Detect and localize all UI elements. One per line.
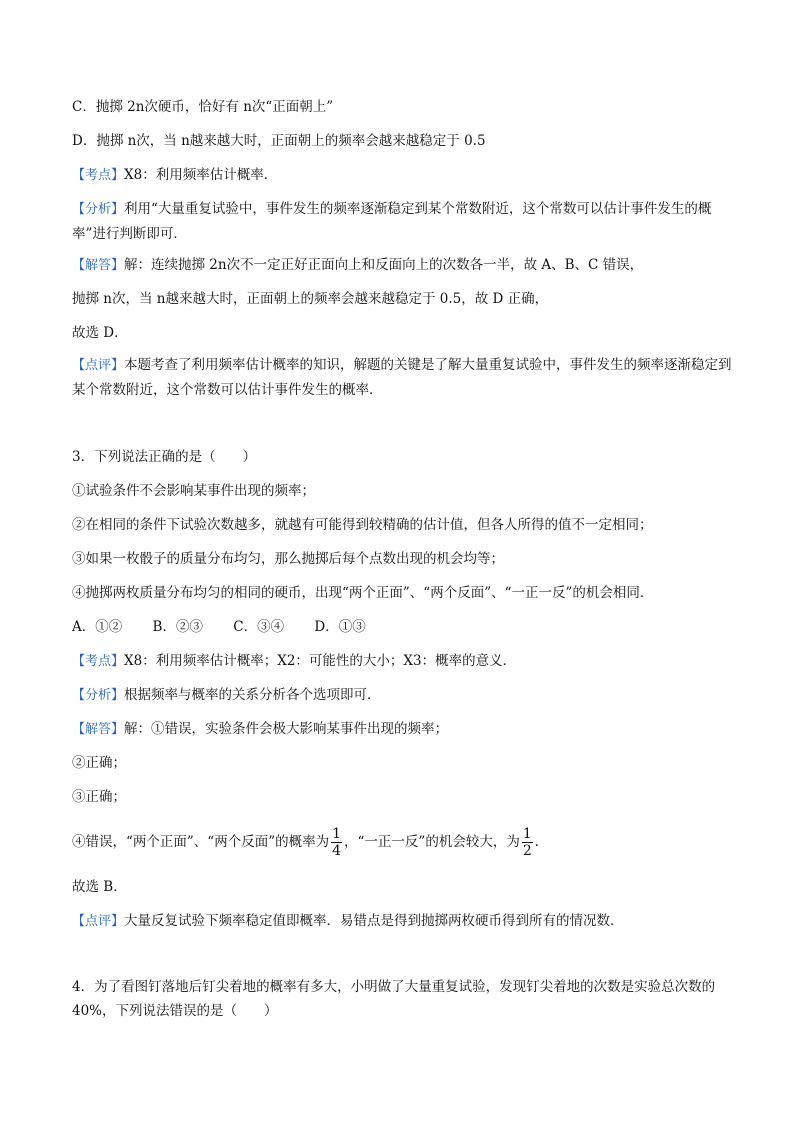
option-d: D．抛掷 n次，当 n越来越大时，正面朝上的频率会越来越稳定于 0.5 (72, 133, 486, 149)
fenxi-tag: 【分析】 (72, 202, 125, 217)
choice-line: 故选 D． (72, 325, 128, 341)
q3-options (72, 618, 734, 636)
option-c: C．③④ (233, 619, 285, 635)
dianping-text: 本题考查了利用频率估计概率的知识，解题的关键是了解大量重复试验中，事件发生的频率逐渐稳定到某个常数附近，这个常数可以估计事件发生的概率． (72, 357, 732, 398)
answer-4-prefix: ④错误，“两个正面”、“两个反面”的概率为 (72, 834, 330, 850)
q3-jieda-line (72, 720, 734, 739)
dianping-line (72, 353, 734, 402)
q3-statement-4: ④抛掷两枚质量分布均匀的相同的硬币，出现“两个正面”、“两个反面”、“一正一反”的机会相同． (72, 585, 654, 601)
kaodian-text: X8：利用频率估计概率． (124, 167, 278, 183)
kaodian-tag: 【考点】 (72, 654, 125, 669)
fenxi-tag: 【分析】 (72, 688, 125, 703)
answer-4-middle: ，“一正一反”的机会较大，为 (344, 834, 520, 850)
q3-choice: 故选 B． (72, 879, 127, 895)
fraction-denominator: 4 (332, 843, 342, 859)
q3-statement-1: ①试验条件不会影响某事件出现的频率； (72, 483, 315, 499)
dianping-tag: 【点评】 (72, 914, 125, 929)
q3-answer-3: ③正确； (72, 789, 126, 805)
kaodian-line (72, 166, 734, 185)
q3-dianping-line (72, 912, 734, 931)
dianping-tag: 【点评】 (72, 358, 125, 373)
kaodian-tag: 【考点】 (72, 168, 125, 183)
jieda-tag: 【解答】 (72, 722, 125, 737)
q3-question: 3．下列说法正确的是（ ） (72, 449, 257, 465)
fenxi-line (72, 197, 734, 246)
jieda-line-2: 抛掷 n次，当 n越来越大时，正面朝上的频率会越来越稳定于 0.5，故 D 正确， (72, 291, 549, 307)
fraction-numerator: 1 (522, 826, 532, 842)
kaodian-text: X8：利用频率估计概率；X2：可能性的大小；X3：概率的意义． (124, 653, 517, 669)
answer-4-end: ． (534, 834, 549, 850)
option-d: D．①③ (314, 619, 366, 635)
fraction-denominator: 2 (522, 843, 532, 859)
q3-answer-4 (72, 825, 734, 859)
q3-statement-3: ③如果一枚骰子的质量分布均匀，那么抛掷后每个点数出现的机会均等； (72, 551, 504, 567)
jieda-line (72, 256, 734, 275)
q3-statement-2: ②在相同的条件下试验次数越多，就越有可能得到较精确的估计值，但各人所得的值不一定相同； (72, 517, 653, 533)
jieda-tag: 【解答】 (72, 258, 125, 273)
option-b: B．②③ (152, 619, 203, 635)
fenxi-text: 根据频率与概率的关系分析各个选项即可． (124, 687, 381, 703)
dianping-text: 大量反复试验下频率稳定值即概率．易错点是得到抛掷两枚硬币得到所有的情况数． (124, 913, 624, 929)
jieda-text: 解：①错误，实验条件会极大影响某事件出现的频率； (124, 721, 449, 737)
q3-fenxi-line (72, 686, 734, 705)
fenxi-text: 利用“大量重复试验中，事件发生的频率逐渐稳定到某个常数附近，这个常数可以估计事件发生的概率”进行判断即可． (72, 201, 712, 242)
q3-answer-2: ②正确； (72, 755, 126, 771)
q3-kaodian-line (72, 652, 734, 671)
option-a: A．①② (72, 619, 123, 635)
jieda-text: 解：连续抛掷 2n次不一定正好正面向上和反面向上的次数各一半，故 A、B、C 错误， (124, 257, 644, 273)
fraction-one-quarter (331, 826, 342, 859)
fraction-numerator: 1 (332, 826, 342, 842)
fraction-one-half (522, 826, 533, 859)
q4-question: 4．为了看图钉落地后钉尖着地的概率有多大，小明做了大量重复试验，发现钉尖着地的次数是实验总次数的 40%，下列说法错误的是（ ） (72, 979, 716, 1019)
option-c: C．抛掷 2n次硬币，恰好有 n次“正面朝上” (72, 99, 334, 115)
